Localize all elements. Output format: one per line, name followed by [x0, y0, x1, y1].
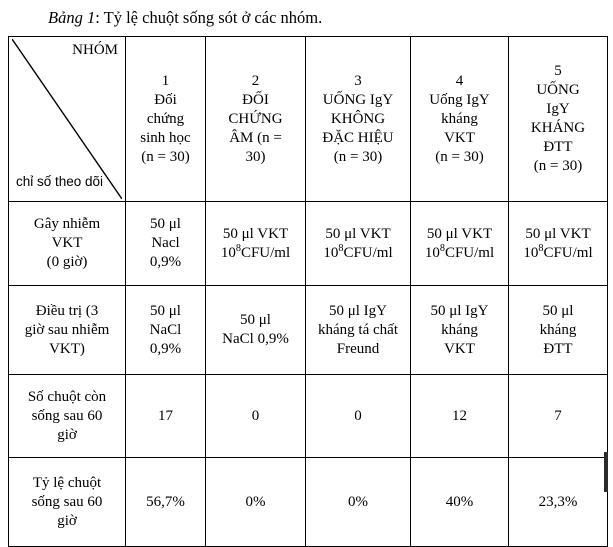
cell-infection-group3-dose: 10 — [323, 244, 339, 261]
row-label-survivor-count — [9, 375, 126, 458]
cell-infection-group4-exponent: 8 — [439, 242, 445, 254]
cell-treatment-group5-line2: kháng — [539, 321, 577, 338]
column-header-3-line3: ĐẶC HIỆU — [322, 129, 394, 146]
cell-treatment-group3-line3: Freund — [336, 340, 380, 357]
corner-group-label: NHÓM — [72, 42, 118, 58]
column-header-3-line2: KHÔNG — [330, 110, 386, 127]
corner-index-label: chỉ số theo dõi — [16, 174, 104, 189]
cell-survivor-count-group1: 17 — [126, 375, 206, 458]
table-row-treatment — [9, 286, 608, 375]
table-header-row — [9, 37, 608, 202]
cell-infection-group5-dose: 10 — [523, 244, 539, 261]
row-label-survivor-count-line1: Số chuột còn — [27, 388, 107, 405]
cell-infection-group5-unit: CFU/ml — [543, 244, 593, 261]
column-header-1-line2: chứng — [146, 110, 185, 127]
column-header-5-number: 5 — [554, 63, 562, 79]
column-header-4-line3: VKT — [444, 129, 475, 146]
cell-infection-group1-line2: Nacl — [151, 235, 180, 251]
cell-treatment-group3-line2: kháng tá chất — [318, 321, 398, 338]
cell-survival-rate-group3: 0% — [306, 458, 411, 547]
cell-infection-group1-line3: 0,9% — [149, 254, 182, 270]
column-header-2-line2: CHỨNG — [228, 110, 283, 127]
row-label-survivor-count-line3: giờ — [57, 426, 77, 443]
row-label-treatment-line1: Điều trị (3 — [35, 302, 99, 319]
cell-infection-group5-exponent: 8 — [538, 242, 544, 254]
cell-treatment-group1-line1: 50 μl — [150, 302, 181, 319]
table-caption — [48, 8, 322, 28]
cell-infection-group4 — [411, 202, 509, 286]
cell-survivor-count-group4: 12 — [411, 375, 509, 458]
cell-treatment-group1 — [126, 286, 206, 375]
cell-survival-rate-group1: 56,7% — [126, 458, 206, 547]
row-label-survival-rate-line2: sống sau 60 — [31, 493, 103, 510]
column-header-2-line1: ĐỐI — [242, 91, 269, 108]
column-header-4-number: 4 — [455, 72, 464, 89]
column-header-5-line4: ĐTT — [543, 139, 573, 155]
table-row-survival-rate — [9, 458, 608, 547]
column-header-3-number: 3 — [354, 72, 362, 89]
survival-rate-table — [8, 36, 608, 547]
cell-infection-group3-line1: 50 μl VKT — [325, 225, 391, 242]
column-header-1-line3: sinh học — [140, 129, 191, 146]
cell-treatment-group4 — [411, 286, 509, 375]
cell-treatment-group3-line1: 50 μl IgY — [328, 302, 388, 319]
column-header-5-line1: UỐNG — [536, 82, 580, 98]
cell-infection-group5 — [509, 202, 608, 286]
column-header-3-line1: UỐNG IgY — [322, 91, 394, 108]
column-header-2-line4: 30) — [245, 148, 266, 165]
column-header-4-line2: kháng — [441, 110, 478, 127]
row-label-survival-rate-line3: giờ — [57, 512, 77, 529]
cell-treatment-group4-line1: 50 μl IgY — [430, 302, 489, 319]
row-label-treatment — [9, 286, 126, 375]
caption-label: Bảng 1 — [48, 8, 96, 27]
column-header-1 — [126, 37, 206, 202]
cell-infection-group1-line1: 50 μl — [150, 216, 181, 232]
table-row-infection — [9, 202, 608, 286]
column-header-4-line4: (n = 30) — [435, 148, 484, 165]
cell-treatment-group4-line3: VKT — [444, 340, 475, 357]
cell-infection-group5-line1: 50 μl VKT — [525, 225, 591, 242]
caption-text: : Tỷ lệ chuột sống sót ở các nhóm. — [95, 8, 323, 27]
cell-infection-group3 — [306, 202, 411, 286]
cell-infection-group2-line1: 50 μl VKT — [222, 225, 289, 242]
column-header-5-line3: KHÁNG — [530, 120, 586, 136]
column-header-1-number: 1 — [161, 72, 170, 89]
cell-treatment-group4-line2: kháng — [441, 321, 478, 338]
cell-treatment-group2-line2: NaCl 0,9% — [222, 331, 289, 347]
cell-infection-group2-dose: 10 — [220, 244, 236, 261]
column-header-5 — [509, 37, 608, 202]
cell-infection-group2-exponent: 8 — [235, 242, 241, 254]
column-header-1-line4: (n = 30) — [141, 148, 190, 165]
corner-header-cell — [9, 37, 126, 202]
cell-infection-group4-dose: 10 — [424, 244, 440, 261]
cell-survival-rate-group4: 40% — [411, 458, 509, 547]
row-label-infection — [9, 202, 126, 286]
row-label-treatment-line2: giờ sau nhiễm — [24, 321, 110, 338]
cell-infection-group3-exponent: 8 — [338, 242, 344, 254]
column-header-4 — [411, 37, 509, 202]
cell-survivor-count-group5: 7 — [509, 375, 608, 458]
scan-edge-artifact — [604, 452, 608, 492]
cell-treatment-group5 — [509, 286, 608, 375]
row-label-infection-line1: Gây nhiễm — [33, 216, 101, 232]
column-header-3 — [306, 37, 411, 202]
cell-treatment-group5-line1: 50 μl — [542, 302, 574, 319]
cell-survivor-count-group3: 0 — [306, 375, 411, 458]
table-row-survivor-count — [9, 375, 608, 458]
cell-survivor-count-group2: 0 — [206, 375, 306, 458]
row-label-infection-line3: (0 giờ) — [46, 254, 88, 270]
row-label-survivor-count-line2: sống sau 60 — [31, 407, 103, 424]
cell-infection-group4-unit: CFU/ml — [444, 244, 495, 261]
cell-treatment-group1-line2: NaCl — [149, 321, 182, 338]
cell-treatment-group2 — [206, 286, 306, 375]
survival-rate-table-wrapper — [8, 36, 607, 547]
cell-survival-rate-group5: 23,3% — [509, 458, 608, 547]
cell-infection-group4-line1: 50 μl VKT — [426, 225, 493, 242]
cell-treatment-group3 — [306, 286, 411, 375]
column-header-2-line3: ÂM (n = — [229, 129, 282, 146]
column-header-1-line1: Đối — [154, 91, 177, 108]
column-header-2 — [206, 37, 306, 202]
cell-infection-group2 — [206, 202, 306, 286]
cell-survival-rate-group2: 0% — [206, 458, 306, 547]
cell-treatment-group5-line3: ĐTT — [543, 340, 573, 357]
column-header-5-line2: IgY — [546, 101, 570, 117]
row-label-treatment-line3: VKT) — [49, 340, 85, 357]
cell-infection-group1 — [126, 202, 206, 286]
row-label-survival-rate — [9, 458, 126, 547]
cell-infection-group3-unit: CFU/ml — [343, 244, 393, 261]
column-header-2-number: 2 — [251, 72, 260, 89]
cell-infection-group2-unit: CFU/ml — [240, 244, 291, 261]
row-label-infection-line2: VKT — [51, 235, 83, 251]
column-header-5-line5: (n = 30) — [533, 158, 583, 174]
column-header-3-line4: (n = 30) — [333, 148, 383, 165]
cell-treatment-group2-line1: 50 μl — [240, 312, 271, 328]
column-header-4-line1: Uống IgY — [429, 91, 490, 108]
cell-treatment-group1-line3: 0,9% — [149, 340, 182, 357]
row-label-survival-rate-line1: Tỷ lệ chuột — [32, 474, 102, 491]
